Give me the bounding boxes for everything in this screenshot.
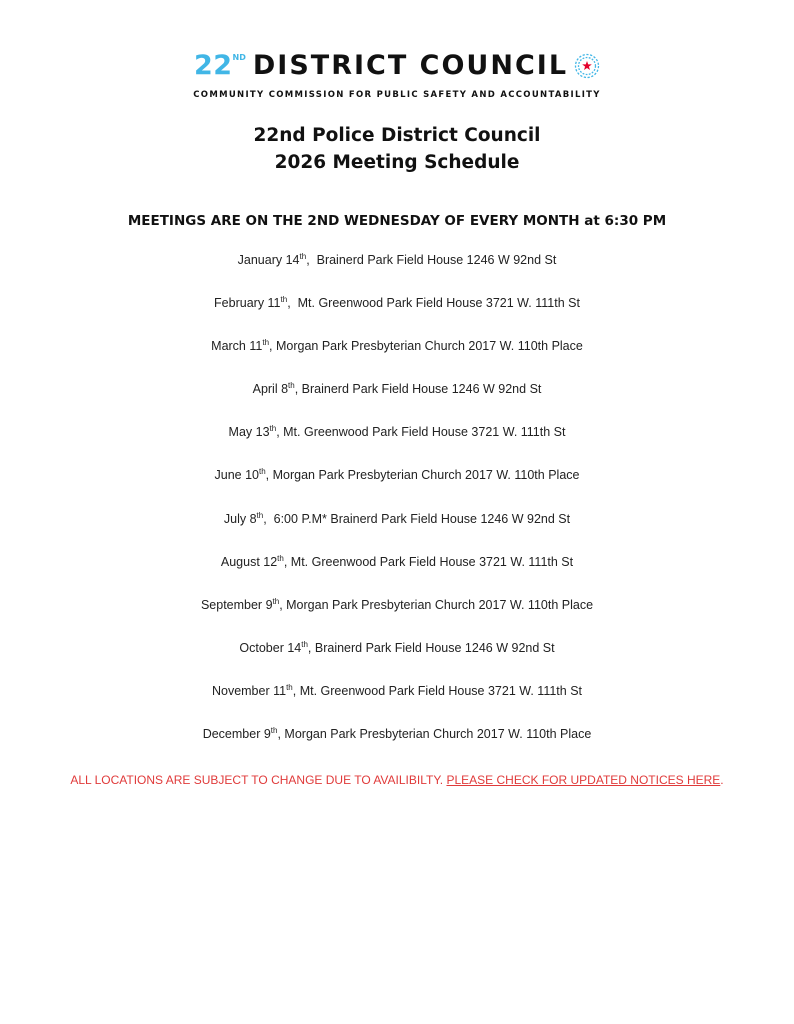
meeting-date-suffix: th xyxy=(258,467,266,477)
meeting-location: , Brainerd Park Field House 1246 W 92nd St xyxy=(306,253,557,267)
meeting-item xyxy=(0,638,794,681)
meeting-location: , Mt. Greenwood Park Field House 3721 W. 111th St xyxy=(292,683,583,698)
meeting-location: , Mt. Greenwood Park Field House 3721 W. 111th St xyxy=(276,425,566,440)
meeting-item xyxy=(0,509,794,552)
meeting-date-suffix: th xyxy=(301,639,308,649)
meeting-date-suffix: th xyxy=(262,338,270,348)
meeting-location: , Mt. Greenwood Park Field House 3721 W. 111th St xyxy=(283,554,574,569)
meeting-date-suffix: th xyxy=(256,510,264,520)
meeting-item xyxy=(0,552,794,595)
meeting-item xyxy=(0,422,794,465)
meeting-date-suffix: th xyxy=(270,725,278,735)
meeting-location: , Morgan Park Presbyterian Church 2017 W. 110th Place xyxy=(277,727,592,742)
meeting-item xyxy=(0,681,794,724)
meeting-date: May 13 xyxy=(228,425,270,440)
meeting-date: July 8 xyxy=(223,511,257,526)
page-subtitle: 2026 Meeting Schedule xyxy=(274,152,520,173)
disclaimer-text: ALL LOCATIONS ARE SUBJECT TO CHANGE DUE TO AVAILIBILTY. xyxy=(70,773,447,787)
meeting-location: , 6:00 P.M* Brainerd Park Field House 1246 W 92nd St xyxy=(263,511,571,526)
meeting-date: March 11 xyxy=(211,339,263,354)
logo-wordmark xyxy=(194,52,600,82)
updated-notices-link[interactable]: PLEASE CHECK FOR UPDATED NOTICES HERE xyxy=(446,773,721,787)
chicago-star-icon xyxy=(574,53,600,82)
meeting-location: , Morgan Park Presbyterian Church 2017 W. 110th Place xyxy=(269,339,583,354)
meeting-location: , Mt. Greenwood Park Field House 3721 W. 111th St xyxy=(287,296,580,311)
meeting-date: August 12 xyxy=(220,554,278,569)
meeting-date: November 11 xyxy=(211,683,287,698)
meeting-date: February 11 xyxy=(214,296,281,311)
location-disclaimer xyxy=(0,773,794,787)
meeting-item xyxy=(0,336,794,379)
meeting-location: , Brainerd Park Field House 1246 W 92nd St xyxy=(294,382,542,397)
district-council-logo xyxy=(0,52,794,100)
meeting-location: , Morgan Park Presbyterian Church 2017 W. 110th Place xyxy=(265,468,580,483)
meeting-date-suffix: th xyxy=(288,381,295,391)
disclaimer-end: . xyxy=(720,773,724,787)
meeting-item xyxy=(0,595,794,638)
page-title: 22nd Police District Council xyxy=(253,125,541,146)
meeting-item xyxy=(0,293,794,336)
meeting-date-suffix: th xyxy=(269,424,277,434)
meeting-date: January 14 xyxy=(237,253,300,267)
meeting-date-suffix: th xyxy=(286,682,293,692)
meeting-date: October 14 xyxy=(239,640,302,655)
meeting-date-suffix: th xyxy=(280,294,288,304)
meeting-item xyxy=(0,250,794,293)
logo-name: DISTRICT COUNCIL xyxy=(252,50,569,81)
meeting-location: , Brainerd Park Field House 1246 W 92nd St xyxy=(307,640,555,655)
meeting-location: , Morgan Park Presbyterian Church 2017 W. 110th Place xyxy=(279,597,594,612)
meeting-date-suffix: th xyxy=(277,553,284,563)
meeting-notice: MEETINGS ARE ON THE 2ND WEDNESDAY OF EVERY MONTH at 6:30 PM xyxy=(127,213,667,229)
meeting-date: September 9 xyxy=(200,597,273,612)
meeting-item xyxy=(0,724,794,767)
meeting-item xyxy=(0,465,794,508)
meeting-date: April 8 xyxy=(252,382,289,397)
meeting-date-suffix: th xyxy=(272,596,280,606)
logo-subtitle: COMMUNITY COMMISSION FOR PUBLIC SAFETY AND ACCOUNTABILITY xyxy=(193,90,601,100)
logo-number: 22 xyxy=(193,50,233,81)
meeting-list xyxy=(0,250,794,767)
meeting-date: December 9 xyxy=(202,727,271,742)
logo-ordinal: ND xyxy=(232,53,246,62)
meeting-date: June 10 xyxy=(214,468,259,483)
meeting-item xyxy=(0,379,794,422)
meeting-date-suffix: th xyxy=(299,251,307,261)
